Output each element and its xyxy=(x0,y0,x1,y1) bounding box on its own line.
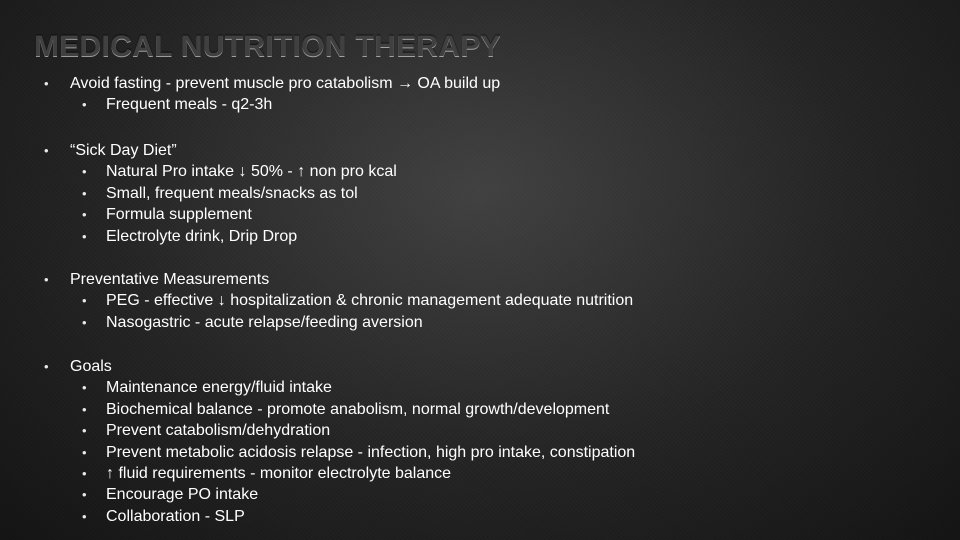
section-preventative-measurements xyxy=(44,269,944,333)
list-item xyxy=(44,161,944,182)
list-item-text: Encourage PO intake xyxy=(106,486,259,504)
section-heading xyxy=(44,140,944,161)
list-item-text: Maintenance energy/fluid intake xyxy=(106,379,332,397)
list-item-text: Nasogastric - acute relapse/feeding aversion xyxy=(106,313,423,331)
bullet-glyph: • xyxy=(44,272,49,287)
list-item xyxy=(44,312,944,333)
list-item-text: Frequent meals - q2-3h xyxy=(106,96,273,114)
bullet-glyph: • xyxy=(82,228,87,244)
section-heading-text: Avoid fasting - prevent muscle pro catabolism → OA build up xyxy=(70,75,501,92)
bullet-glyph: • xyxy=(82,293,87,309)
list-item xyxy=(44,506,944,527)
bullet-glyph: • xyxy=(82,487,87,503)
list-item-text: ↑ fluid requirements - monitor electrolyte balance xyxy=(106,465,452,483)
list-item xyxy=(44,183,944,204)
section-heading-text: Preventative Measurements xyxy=(70,271,270,288)
list-item xyxy=(44,290,944,311)
list-item xyxy=(44,226,944,247)
bullet-glyph: • xyxy=(44,359,49,374)
list-item xyxy=(44,484,944,505)
section-sick-day-diet xyxy=(44,140,944,247)
list-item xyxy=(44,94,944,115)
list-item xyxy=(44,463,944,484)
bullet-glyph: • xyxy=(82,401,87,417)
section-heading-text: “Sick Day Diet” xyxy=(70,142,177,159)
list-item xyxy=(44,442,944,463)
list-item-text: Prevent catabolism/dehydration xyxy=(106,422,331,440)
section-heading xyxy=(44,73,944,94)
section-heading xyxy=(44,269,944,290)
bullet-glyph: • xyxy=(82,185,87,201)
section-heading-text: Goals xyxy=(70,358,112,375)
section-heading xyxy=(44,356,944,377)
list-item xyxy=(44,204,944,225)
bullet-glyph: • xyxy=(82,314,87,330)
list-item-text: Electrolyte drink, Drip Drop xyxy=(106,227,298,245)
bullet-glyph: • xyxy=(82,508,87,524)
bullet-glyph: • xyxy=(82,423,87,439)
bullet-glyph: • xyxy=(82,97,87,113)
list-item xyxy=(44,399,944,420)
list-item-text: Small, frequent meals/snacks as tol xyxy=(106,184,358,202)
list-item xyxy=(44,377,944,398)
list-item-text: Natural Pro intake ↓ 50% - ↑ non pro kcal xyxy=(106,163,397,181)
list-item-text: Formula supplement xyxy=(106,206,252,224)
bullet-glyph: • xyxy=(82,466,87,482)
bullet-glyph: • xyxy=(82,380,87,396)
list-item-text: Prevent metabolic acidosis relapse - infection, high pro intake, constipation xyxy=(106,443,636,461)
slide-title: MEDICAL NUTRITION THERAPY xyxy=(34,30,501,63)
list-item-text: PEG - effective ↓ hospitalization & chronic management adequate nutrition xyxy=(106,292,634,310)
list-item xyxy=(44,420,944,441)
list-item-text: Biochemical balance - promote anabolism, normal growth/development xyxy=(106,400,610,418)
bullet-glyph: • xyxy=(82,164,87,180)
bullet-glyph: • xyxy=(44,143,49,158)
list-item-text: Collaboration - SLP xyxy=(106,507,245,525)
bullet-glyph: • xyxy=(44,76,49,91)
bullet-glyph: • xyxy=(82,444,87,460)
section-avoid-fasting xyxy=(44,73,944,116)
section-goals xyxy=(44,356,944,527)
bullet-glyph: • xyxy=(82,207,87,223)
